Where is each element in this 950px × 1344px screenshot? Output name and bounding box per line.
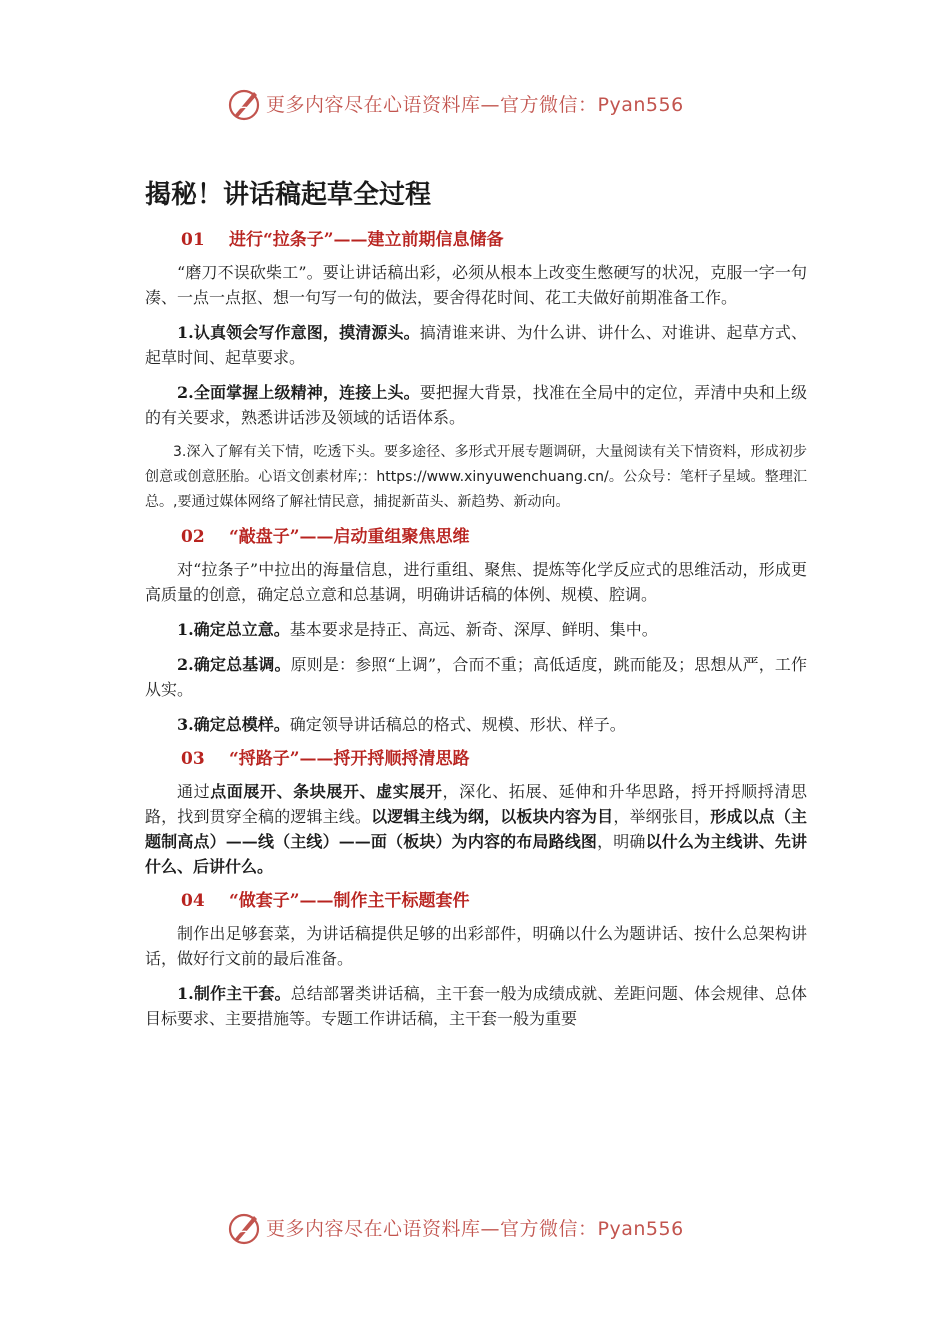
section-number: 02 <box>181 527 205 547</box>
body-text: “磨刀不误砍柴工”。要让讲话稿出彩，必须从根本上改变生憋硬写的状况，克服一字一句凑、一点一点抠、想一句写一句的做法，要舍得花时间、花工夫做好前期准备工作。 <box>145 263 807 307</box>
paragraph <box>145 320 807 370</box>
section-number: 01 <box>181 230 205 250</box>
paragraph <box>145 712 807 737</box>
bold-text: 点面展开、条块展开、虚实展开 <box>210 782 443 801</box>
section-heading <box>181 228 807 252</box>
bold-text: 3.确定总模样。 <box>177 715 290 734</box>
body-text: ，举纲张目， <box>613 807 711 826</box>
bold-text: 以逻辑主线为纲，以板块内容为目 <box>371 807 614 826</box>
body-text: 总结部署类讲话稿，主干套一般为成绩成就、差距问题、体会规律、总体目标要求、主要措施等。专题工作讲话稿，主干套一般为重要 <box>145 984 807 1028</box>
section-title: “做套子”——制作主干标题套件 <box>229 891 470 911</box>
body-text: 基本要求是持正、高远、新奇、深厚、鲜明、集中。 <box>289 620 658 639</box>
body-text: 确定领导讲话稿总的格式、规模、形状、样子。 <box>289 715 626 734</box>
paragraph <box>145 380 807 430</box>
quill-logo-icon <box>226 86 262 122</box>
body-text: 通过 <box>177 782 211 801</box>
footer-banner-text: 更多内容尽在心语资料库—官方微信：Pyan556 <box>266 1218 684 1240</box>
body-text: ，明确 <box>597 832 646 851</box>
bold-text: 以什么为主线讲、先讲什么、后讲什么。 <box>145 832 807 876</box>
bold-text: 形成以点（主题制高点）——线（主线）——面（板块）为内容的布局路线图 <box>145 807 807 851</box>
page-title: 揭秘！讲话稿起草全过程 <box>145 180 432 210</box>
paragraph <box>145 617 807 642</box>
section-heading <box>181 525 807 549</box>
paragraph <box>145 557 807 607</box>
section-heading <box>181 747 807 771</box>
footer-banner <box>0 1208 950 1248</box>
body-text: ，深化、拓展、延伸和升华思路，捋开捋顺捋清思路，找到贯穿全稿的逻辑主线。 <box>145 782 807 826</box>
paragraph <box>145 652 807 702</box>
header-banner <box>0 84 950 124</box>
bold-text: 1.确定总立意。 <box>177 620 290 639</box>
paragraph <box>145 440 807 515</box>
bold-text: 1.认真领会写作意图，摸清源头。 <box>177 323 420 342</box>
header-banner-text: 更多内容尽在心语资料库—官方微信：Pyan556 <box>266 94 684 116</box>
quill-logo-icon <box>226 1210 262 1246</box>
section-title: 进行“拉条子”——建立前期信息储备 <box>229 230 504 250</box>
section-number: 04 <box>181 891 205 911</box>
section-heading <box>181 889 807 913</box>
paragraph <box>145 779 807 879</box>
body-text: 3.深入了解有关下情，吃透下头。要多途径、多形式开展专题调研，大量阅读有关下情资料，形成初步创意或创意胚胎。心语文创素材库;：https://www.xinyuwenchuang.cn/。公众号：笔杆子星域。整理汇总。,要通过媒体网络了解社情民意，捕捉新苗头、新趋势、新动向。 <box>145 444 807 510</box>
paragraph <box>145 260 807 310</box>
paragraph <box>145 921 807 971</box>
paragraph <box>145 981 807 1031</box>
bold-text: 1.制作主干套。 <box>177 984 291 1003</box>
section-number: 03 <box>181 749 205 769</box>
section-title: “捋路子”——捋开捋顺捋清思路 <box>229 749 470 769</box>
article-body <box>145 176 807 1041</box>
body-text: 制作出足够套菜，为讲话稿提供足够的出彩部件，明确以什么为题讲话、按什么总架构讲话，做好行文前的最后准备。 <box>145 924 807 968</box>
body-text: 要把握大背景，找准在全局中的定位，弄清中央和上级的有关要求，熟悉讲话涉及领域的话语体系。 <box>145 383 807 427</box>
body-text: 对“拉条子”中拉出的海量信息，进行重组、聚焦、提炼等化学反应式的思维活动，形成更高质量的创意，确定总立意和总基调，明确讲话稿的体例、规模、腔调。 <box>145 560 807 604</box>
bold-text: 2.确定总基调。 <box>177 655 291 674</box>
bold-text: 2.全面掌握上级精神，连接上头。 <box>177 383 420 402</box>
body-text: 搞清谁来讲、为什么讲、讲什么、对谁讲、起草方式、起草时间、起草要求。 <box>145 323 807 367</box>
body-text: 原则是：参照“上调”，合而不重；高低适度，跳而能及；思想从严，工作从实。 <box>145 655 807 699</box>
section-title: “敲盘子”——启动重组聚焦思维 <box>229 527 470 547</box>
